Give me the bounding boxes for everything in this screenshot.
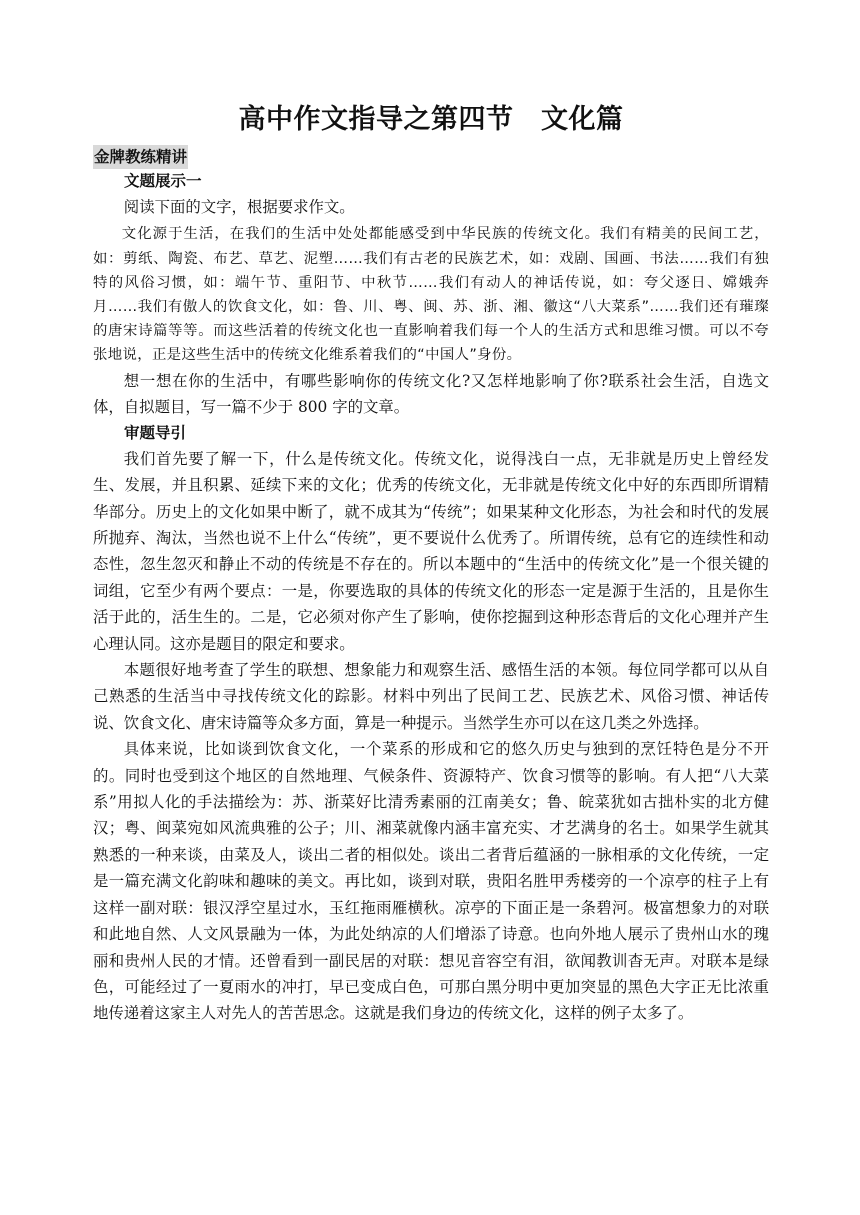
guide-heading: 审题导引 <box>124 423 187 442</box>
task-paragraph: 想一想在你的生活中，有哪些影响你的传统文化?又怎样地影响了你?联系社会生活，自选文体，自拟题目，写一篇不少于 800 字的文章。 <box>93 371 769 417</box>
guide-paragraph-3: 具体来说，比如谈到饮食文化，一个菜系的形成和它的悠久历史与独到的烹饪特色是分不开的。同时也受到这个地区的自然地理、气候条件、资源特产、饮食习惯等的影响。有人把“八大菜系”用拟人化的手法描绘为：苏、浙菜好比清秀素丽的江南美女；鲁、皖菜犹如古拙朴实的北方健汉；粤、闽菜宛如风流典雅的公子；川、湘菜就像内涵丰富充实、才艺满身的名士。如果学生就其熟悉的一种来谈，由菜及人，谈出二者的相似处。谈出二者背后蕴涵的一脉相承的文化传统，一定是一篇充满文化韵味和趣味的美文。再比如，谈到对联，贵阳名胜甲秀楼旁的一个凉亭的柱子上有这样一副对联：银汉浮空星过水，玉红拖雨雁横秋。凉亭的下面正是一条碧河。极富想象力的对联和此地自然、人文风景融为一体，为此处纳凉的人们增添了诗意。也向外地人展示了贵州山水的瑰丽和贵州人民的才情。还曾看到一副民居的对联：想见音容空有泪，欲闻教训杳无声。对联本是绿色，可能经过了一夏雨水的冲打，早已变成白色，可那白黑分明中更加突显的黑色大字正无比浓重地传递着这家主人对先人的苦苦思念。这就是我们身边的传统文化，这样的例子太多了。 <box>93 740 769 1023</box>
material-paragraph: 文化源于生活，在我们的生活中处处都能感受到中华民族的传统文化。我们有精美的民间工艺，如：剪纸、陶瓷、布艺、草艺、泥塑……我们有古老的民族艺术，如：戏剧、国画、书法……我们有独特的风俗习惯，如：端午节、重阳节、中秋节……我们有动人的神话传说，如：夸父逐日、嫦娥奔月……我们有傲人的饮食文化，如：鲁、川、粤、闽、苏、浙、湘、徽这“八大菜系”……我们还有璀璨的唐宋诗篇等等。而这些活着的传统文化也一直影响着我们每一个人的生活方式和思维习惯。可以不夸张地说，正是这些生活中的传统文化维系着我们的“中国人”身份。 <box>93 226 769 363</box>
document-page <box>93 100 769 1027</box>
section-label: 金牌教练精讲 <box>93 145 188 169</box>
section-label-wrapper <box>93 145 769 169</box>
topic-heading: 文题展示一 <box>124 172 202 190</box>
guide-paragraph-2: 本题很好地考查了学生的联想、想象能力和观察生活、感悟生活的本领。每位同学都可以从自己熟悉的生活当中寻找传统文化的踪影。材料中列出了民间工艺、民族艺术、风俗习惯、神话传说、饮食文化、唐宋诗篇等众多方面，算是一种提示。当然学生亦可以在这几类之外选择。 <box>93 661 769 732</box>
instruction-paragraph: 阅读下面的文字，根据要求作文。 <box>123 198 355 216</box>
guide-paragraph-1: 我们首先要了解一下，什么是传统文化。传统文化，说得浅白一点，无非就是历史上曾经发生、发展，并且积累、延续下来的文化；优秀的传统文化，无非就是传统文化中好的东西即所谓精华部分。历史上的文化如果中断了，就不成其为“传统”；如果某种文化形态，为社会和时代的发展所抛弃、淘汰，当然也说不上什么“传统”，更不要说什么优秀了。所谓传统，总有它的连续性和动态性，忽生忽灭和静止不动的传统是不存在的。所以本题中的“生活中的传统文化”是一个很关键的词组，它至少有两个要点：一是，你要选取的具体的传统文化的形态一定是源于生活的，且是你生活于此的，活生生的。二是，它必须对你产生了影响，使你挖掘到这种形态背后的文化心理并产生心理认同。这亦是题目的限定和要求。 <box>93 449 769 653</box>
document-title: 高中作文指导之第四节 文化篇 <box>238 104 624 135</box>
